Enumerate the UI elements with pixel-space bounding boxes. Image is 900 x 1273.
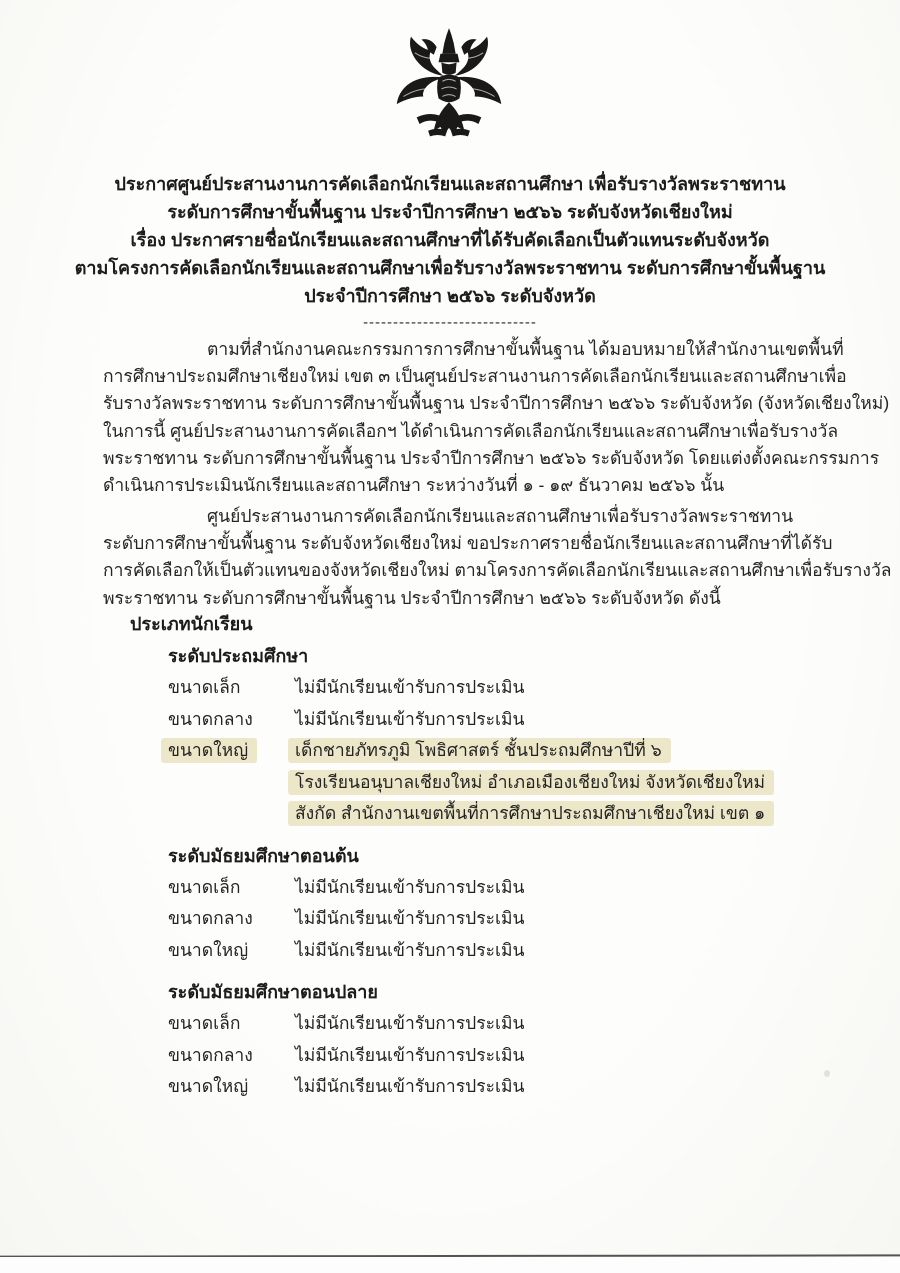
body-paragraph-1	[103, 336, 890, 499]
size-row	[168, 1040, 830, 1072]
paragraph-line: ดำเนินการประเมินนักเรียนและสถานศึกษา ระหว่างวันที่ ๑ - ๑๙ ธันวาคม ๒๕๖๖ นั้น	[103, 475, 725, 496]
awarded-student-district-office	[295, 798, 774, 830]
title-line-2: ระดับการศึกษาขั้นพื้นฐาน ประจำปีการศึกษา ๒๕๖๖ ระดับจังหวัดเชียงใหม่	[167, 202, 733, 222]
size-label: ขนาดกลาง	[168, 1044, 253, 1065]
title-line-5: ประจำปีการศึกษา ๒๕๖๖ ระดับจังหวัด	[304, 286, 596, 306]
garuda-emblem-icon	[392, 26, 506, 148]
size-row-highlighted-continuation	[168, 798, 830, 830]
size-label-empty	[168, 767, 295, 799]
level-block-lower-secondary	[168, 840, 830, 967]
paragraph-line: พระราชทาน ระดับการศึกษาขั้นพื้นฐาน ประจำปีการศึกษา ๒๕๖๖ ระดับจังหวัด ดังนี้	[103, 587, 721, 608]
subject-line: เรื่อง ประกาศรายชื่อนักเรียนและสถานศึกษาที่ได้รับคัดเลือกเป็นตัวแทนระดับจังหวัด	[130, 230, 770, 250]
title-separator: -----------------------------	[363, 314, 537, 331]
size-value: ไม่มีนักเรียนเข้ารับการประเมิน	[295, 1076, 525, 1096]
awarded-student-school	[295, 767, 774, 799]
size-label-empty	[168, 798, 295, 830]
highlight-mark: เด็กชายภัทรภูมิ โพธิศาสตร์ ชั้นประถมศึกษาปีที่ ๖	[288, 738, 671, 763]
size-label: ขนาดใหญ่	[168, 939, 249, 960]
size-label: ขนาดกลาง	[168, 708, 253, 729]
title-line-1: ประกาศศูนย์ประสานงานการคัดเลือกนักเรียนและสถานศึกษา เพื่อรับรางวัลพระราชทาน	[114, 174, 786, 194]
highlight-mark: โรงเรียนอนุบาลเชียงใหม่ อำเภอเมืองเชียงใหม่ จังหวัดเชียงใหม่	[288, 770, 774, 795]
size-row	[168, 1008, 830, 1040]
size-row	[168, 704, 830, 736]
size-label	[168, 735, 295, 767]
title-line-4: ตามโครงการคัดเลือกนักเรียนและสถานศึกษาเพื่อรับรางวัลพระราชทาน ระดับการศึกษาขั้นพื้นฐาน	[74, 258, 826, 278]
paragraph-line: ตามที่สำนักงานคณะกรรมการการศึกษาขั้นพื้นฐาน ได้มอบหมายให้สำนักงานเขตพื้นที่	[207, 339, 844, 359]
level-block-primary	[168, 640, 830, 830]
size-label: ขนาดใหญ่	[168, 1076, 249, 1096]
level-header: ระดับมัธยมศึกษาตอนปลาย	[168, 982, 378, 1002]
paragraph-line: การคัดเลือกให้เป็นตัวแทนของจังหวัดเชียงใหม่ ตามโครงการคัดเลือกนักเรียนและสถานศึกษาเพื่อรับรางวัล	[103, 560, 892, 581]
size-label: ขนาดกลาง	[168, 908, 253, 928]
size-label: ขนาดเล็ก	[168, 1013, 241, 1033]
size-row	[168, 903, 830, 935]
size-value: ไม่มีนักเรียนเข้ารับการประเมิน	[295, 908, 525, 928]
size-label: ขนาดเล็ก	[168, 876, 241, 897]
body-paragraph-2	[103, 503, 892, 612]
size-value: ไม่มีนักเรียนเข้ารับการประเมิน	[295, 708, 525, 729]
paragraph-line: พระราชทาน ระดับการศึกษาขั้นพื้นฐาน ประจำปีการศึกษา ๒๕๖๖ ระดับจังหวัด โดยแต่งตั้งคณะกรรมการ	[103, 447, 880, 468]
scan-margin-strip	[0, 1257, 900, 1273]
size-row	[168, 672, 830, 704]
level-header: ระดับมัธยมศึกษาตอนต้น	[168, 845, 359, 866]
paragraph-line: ในการนี้ ศูนย์ประสานงานการคัดเลือกฯ ได้ดำเนินการคัดเลือกนักเรียนและสถานศึกษาเพื่อรับรางวัล	[103, 420, 839, 441]
student-category-section	[130, 608, 830, 1103]
size-row	[168, 1071, 830, 1103]
category-header: ประเภทนักเรียน	[130, 614, 253, 634]
size-row-highlighted	[168, 735, 830, 767]
size-row	[168, 872, 830, 904]
size-value: ไม่มีนักเรียนเข้ารับการประเมิน	[295, 1013, 525, 1033]
size-row	[168, 935, 830, 967]
size-value: ไม่มีนักเรียนเข้ารับการประเมิน	[295, 1044, 525, 1065]
level-block-upper-secondary	[168, 976, 830, 1103]
paragraph-line: การศึกษาประถมศึกษาเชียงใหม่ เขต ๓ เป็นศูนย์ประสานงานการคัดเลือกนักเรียนและสถานศึกษาเพื่อ	[103, 366, 847, 387]
paragraph-line: ระดับการศึกษาขั้นพื้นฐาน ระดับจังหวัดเชียงใหม่ ขอประกาศรายชื่อนักเรียนและสถานศึกษาที่ได้รับ	[103, 533, 833, 554]
highlight-mark: สังกัด สำนักงานเขตพื้นที่การศึกษาประถมศึกษาเชียงใหม่ เขต ๑	[288, 801, 774, 826]
paragraph-line: ศูนย์ประสานงานการคัดเลือกนักเรียนและสถานศึกษาเพื่อรับรางวัลพระราชทาน	[207, 506, 794, 526]
awarded-student-name	[295, 735, 671, 767]
size-label: ขนาดเล็ก	[168, 677, 241, 697]
paragraph-line: รับรางวัลพระราชทาน ระดับการศึกษาขั้นพื้นฐาน ประจำปีการศึกษา ๒๕๖๖ ระดับจังหวัด (จังหวัดเชียงใหม่)	[103, 393, 890, 414]
size-row-highlighted-continuation	[168, 767, 830, 799]
announcement-title-block	[0, 170, 900, 336]
scan-speck	[824, 1070, 830, 1077]
size-value: ไม่มีนักเรียนเข้ารับการประเมิน	[295, 876, 525, 897]
level-header: ระดับประถมศึกษา	[168, 646, 309, 666]
highlight-mark: ขนาดใหญ่	[161, 738, 257, 763]
size-value: ไม่มีนักเรียนเข้ารับการประเมิน	[295, 677, 525, 697]
size-value: ไม่มีนักเรียนเข้ารับการประเมิน	[295, 939, 525, 960]
